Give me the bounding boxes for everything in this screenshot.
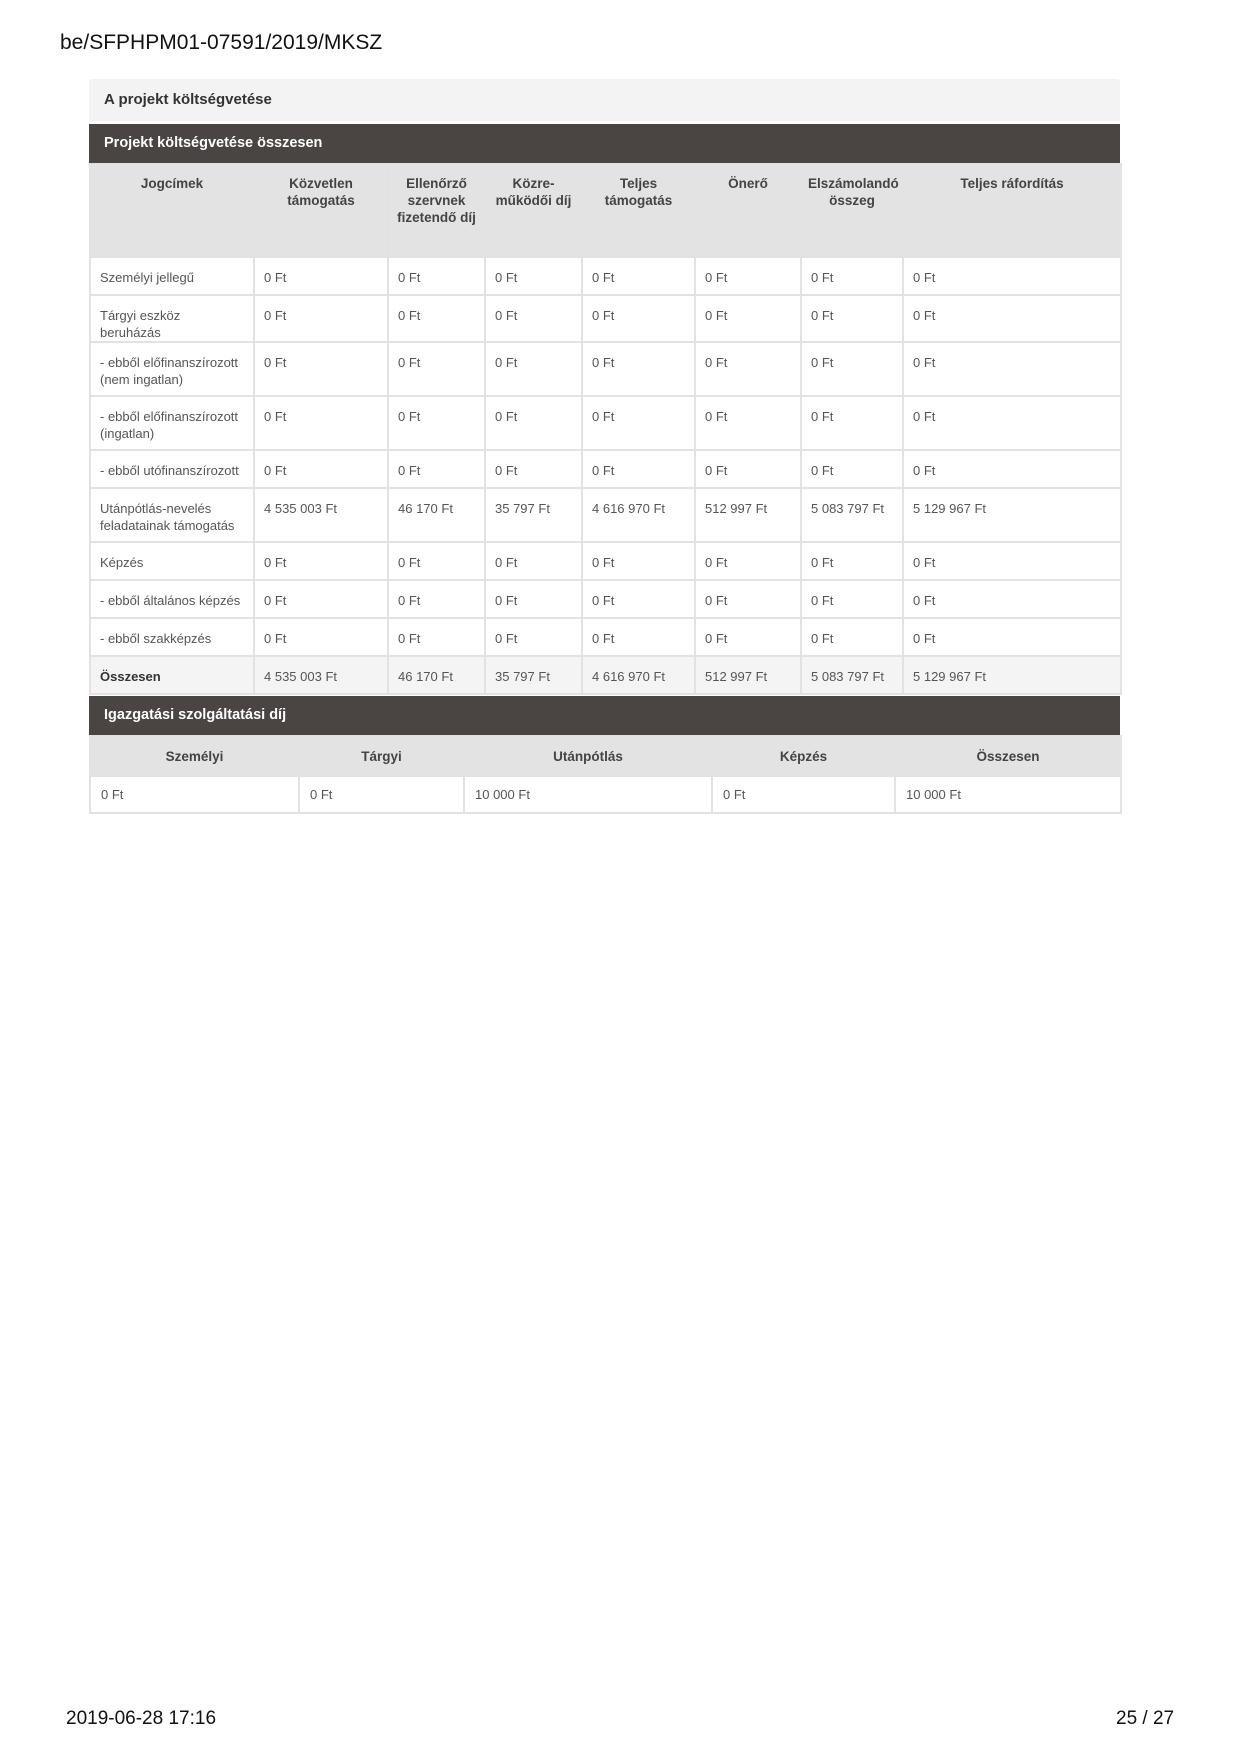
amount-cell: 0 Ft <box>801 580 903 618</box>
budget-row <box>90 295 1121 342</box>
budget-row <box>90 450 1121 488</box>
fee-table <box>89 735 1122 814</box>
amount-cell: 0 Ft <box>801 257 903 295</box>
amount-cell: 5 083 797 Ft <box>801 656 903 694</box>
amount-cell: 0 Ft <box>254 450 388 488</box>
budget-row <box>90 396 1121 450</box>
amount-cell: 4 535 003 Ft <box>254 488 388 542</box>
budget-table <box>89 163 1122 695</box>
amount-cell: 0 Ft <box>695 295 801 342</box>
amount-cell: 46 170 Ft <box>388 656 485 694</box>
amount-cell: 0 Ft <box>582 396 695 450</box>
col-header-onero: Önerő <box>695 164 801 257</box>
amount-cell: 0 Ft <box>695 342 801 396</box>
amount-cell: 0 Ft <box>695 618 801 656</box>
amount-cell: 0 Ft <box>254 580 388 618</box>
col-header-teljes-raforditas: Teljes ráfordítás <box>903 164 1121 257</box>
amount-cell: 0 Ft <box>254 295 388 342</box>
amount-cell: 0 Ft <box>254 618 388 656</box>
amount-cell: 0 Ft <box>388 396 485 450</box>
amount-cell: 0 Ft <box>582 342 695 396</box>
amount-cell: 0 Ft <box>254 542 388 580</box>
amount-cell: 0 Ft <box>903 396 1121 450</box>
amount-cell: 0 Ft <box>254 342 388 396</box>
amount-cell: 0 Ft <box>388 295 485 342</box>
amount-cell: 0 Ft <box>254 257 388 295</box>
amount-cell: 512 997 Ft <box>695 488 801 542</box>
section-title: A projekt költségvetése <box>89 79 1120 121</box>
amount-cell: 0 Ft <box>903 295 1121 342</box>
fee-value-szemelyi: 0 Ft <box>90 776 299 813</box>
amount-cell: 0 Ft <box>695 580 801 618</box>
amount-cell: 0 Ft <box>388 450 485 488</box>
row-label: - ebből szakképzés <box>90 618 254 656</box>
budget-header-row <box>90 164 1121 257</box>
fee-value-osszesen: 10 000 Ft <box>895 776 1121 813</box>
amount-cell: 0 Ft <box>388 542 485 580</box>
amount-cell: 0 Ft <box>695 542 801 580</box>
amount-cell: 0 Ft <box>485 396 582 450</box>
fee-col-header-kepzes: Képzés <box>712 736 895 776</box>
budget-row <box>90 580 1121 618</box>
row-label: - ebből előfinanszírozott (ingatlan) <box>90 396 254 450</box>
fee-col-header-targyi: Tárgyi <box>299 736 464 776</box>
amount-cell: 0 Ft <box>695 396 801 450</box>
budget-panel-header: Projekt költségvetése összesen <box>89 124 1120 163</box>
budget-row <box>90 257 1121 295</box>
fee-value-targyi: 0 Ft <box>299 776 464 813</box>
amount-cell: 0 Ft <box>485 295 582 342</box>
amount-cell: 0 Ft <box>903 450 1121 488</box>
amount-cell: 0 Ft <box>388 618 485 656</box>
row-label: - ebből utófinanszírozott <box>90 450 254 488</box>
amount-cell: 46 170 Ft <box>388 488 485 542</box>
document-id: be/SFPHPM01-07591/2019/MKSZ <box>60 31 383 54</box>
amount-cell: 0 Ft <box>485 450 582 488</box>
row-label: Tárgyi eszköz beruházás <box>90 295 254 342</box>
amount-cell: 4 535 003 Ft <box>254 656 388 694</box>
amount-cell: 0 Ft <box>582 618 695 656</box>
amount-cell: 0 Ft <box>801 295 903 342</box>
row-label: Utánpótlás-nevelés feladatainak támogatás <box>90 488 254 542</box>
footer-timestamp: 2019-06-28 17:16 <box>66 1708 217 1729</box>
col-header-teljes-tamogatas: Teljes támogatás <box>582 164 695 257</box>
amount-cell: 0 Ft <box>388 580 485 618</box>
amount-cell: 0 Ft <box>388 257 485 295</box>
col-header-ellenorzo-dij: Ellenőrző szervnek fizetendő díj <box>388 164 485 257</box>
col-header-jogcimek: Jogcímek <box>90 164 254 257</box>
amount-cell: 0 Ft <box>582 295 695 342</box>
row-label: - ebből előfinanszírozott (nem ingatlan) <box>90 342 254 396</box>
amount-cell: 0 Ft <box>695 257 801 295</box>
budget-total-row <box>90 656 1121 694</box>
amount-cell: 0 Ft <box>903 618 1121 656</box>
amount-cell: 5 083 797 Ft <box>801 488 903 542</box>
amount-cell: 4 616 970 Ft <box>582 656 695 694</box>
col-header-kozvetlen-tamogatas: Közvetlen támogatás <box>254 164 388 257</box>
amount-cell: 5 129 967 Ft <box>903 488 1121 542</box>
amount-cell: 0 Ft <box>903 257 1121 295</box>
amount-cell: 0 Ft <box>801 396 903 450</box>
amount-cell: 35 797 Ft <box>485 488 582 542</box>
fee-panel-header: Igazgatási szolgáltatási díj <box>89 696 1120 735</box>
amount-cell: 0 Ft <box>388 342 485 396</box>
budget-row <box>90 342 1121 396</box>
fee-col-header-szemelyi: Személyi <box>90 736 299 776</box>
budget-row <box>90 618 1121 656</box>
fee-col-header-osszesen: Összesen <box>895 736 1121 776</box>
amount-cell: 0 Ft <box>801 342 903 396</box>
row-label: - ebből általános képzés <box>90 580 254 618</box>
amount-cell: 0 Ft <box>485 342 582 396</box>
amount-cell: 0 Ft <box>485 580 582 618</box>
amount-cell: 0 Ft <box>485 542 582 580</box>
fee-value-row <box>90 776 1121 813</box>
amount-cell: 5 129 967 Ft <box>903 656 1121 694</box>
amount-cell: 0 Ft <box>582 580 695 618</box>
row-label: Képzés <box>90 542 254 580</box>
amount-cell: 0 Ft <box>485 618 582 656</box>
amount-cell: 0 Ft <box>801 618 903 656</box>
budget-row <box>90 542 1121 580</box>
fee-col-header-utanpotlas: Utánpótlás <box>464 736 712 776</box>
amount-cell: 0 Ft <box>903 342 1121 396</box>
amount-cell: 0 Ft <box>903 580 1121 618</box>
amount-cell: 0 Ft <box>801 542 903 580</box>
amount-cell: 0 Ft <box>254 396 388 450</box>
amount-cell: 0 Ft <box>582 450 695 488</box>
fee-header-row <box>90 736 1121 776</box>
row-label: Összesen <box>90 656 254 694</box>
amount-cell: 35 797 Ft <box>485 656 582 694</box>
amount-cell: 0 Ft <box>903 542 1121 580</box>
amount-cell: 0 Ft <box>582 257 695 295</box>
amount-cell: 512 997 Ft <box>695 656 801 694</box>
amount-cell: 0 Ft <box>582 542 695 580</box>
footer-page-number: 25 / 27 <box>1116 1708 1175 1729</box>
col-header-kozremukodoi-dij: Közre-működői díj <box>485 164 582 257</box>
fee-value-kepzes: 0 Ft <box>712 776 895 813</box>
amount-cell: 0 Ft <box>695 450 801 488</box>
amount-cell: 4 616 970 Ft <box>582 488 695 542</box>
col-header-elszamolando-osszeg: Elszámolandó összeg <box>801 164 903 257</box>
row-label: Személyi jellegű <box>90 257 254 295</box>
budget-row <box>90 488 1121 542</box>
amount-cell: 0 Ft <box>801 450 903 488</box>
fee-value-utanpotlas: 10 000 Ft <box>464 776 712 813</box>
amount-cell: 0 Ft <box>485 257 582 295</box>
